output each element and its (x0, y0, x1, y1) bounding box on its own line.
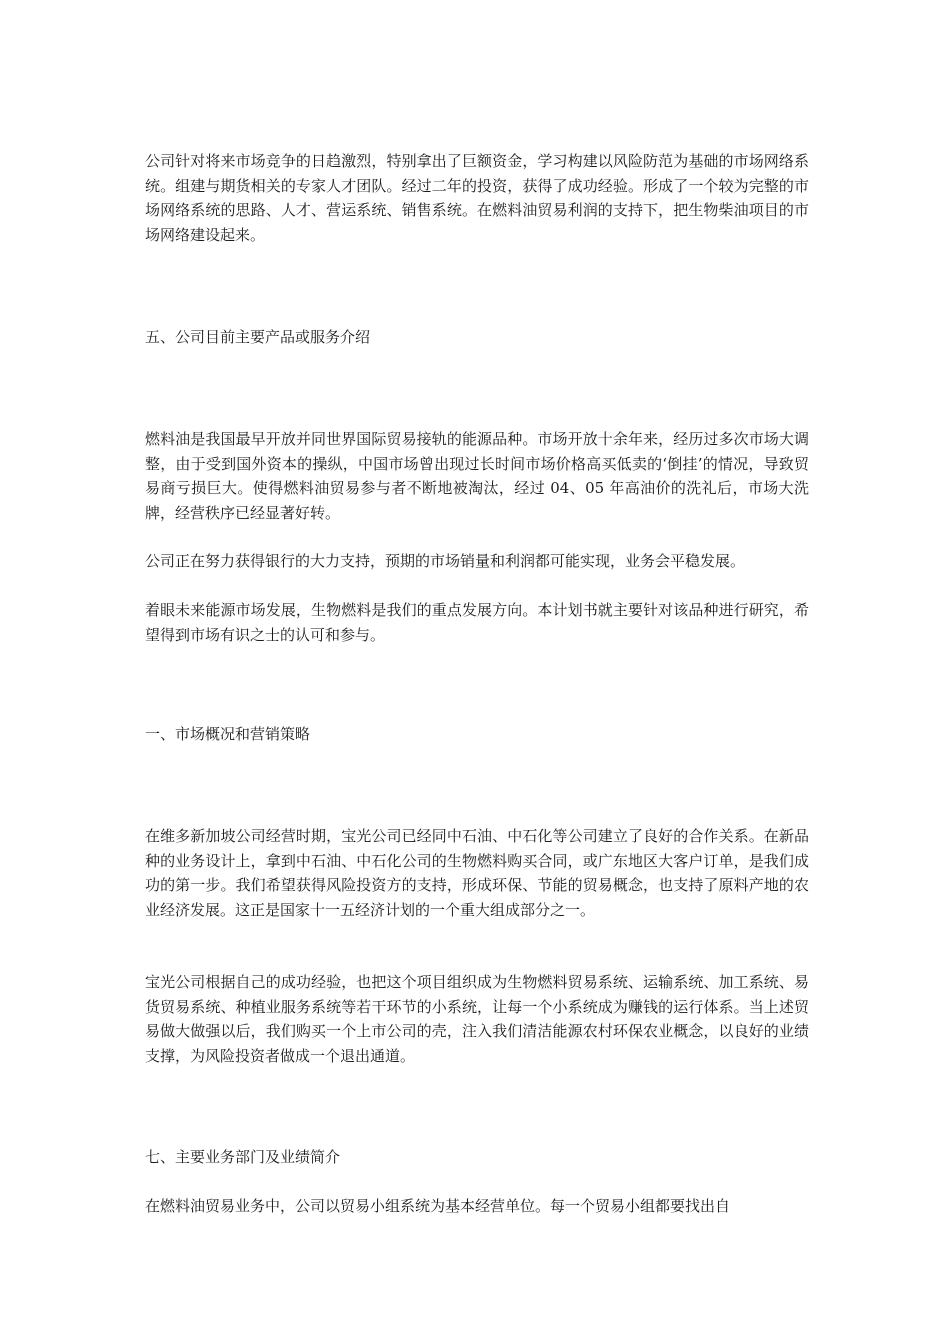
section-heading-market-strategy: 一、市场概况和营销策略 (145, 725, 311, 743)
paragraph-cooperation: 在维多新加坡公司经营时期，宝光公司已经同中石油、中石化等公司建立了良好的合作关系。在新品种的业务设计上，拿到中石油、中石化公司的生物燃料购买合同，或广东地区大客户订单，是我们成功的第一步。我们希望获得风险投资方的支持，形成环保、节能的贸易概念，也支持了原料产地的农业经济发展。这正是国家十一五经济计划的一个重大组成部分之一。 (145, 827, 809, 919)
paragraph-trade-groups: 在燃料油贸易业务中，公司以贸易小组系统为基本经营单位。每一个贸易小组都要找出自 (145, 1197, 731, 1215)
paragraph-system-organization: 宝光公司根据自己的成功经验，也把这个项目组织成为生物燃料贸易系统、运输系统、加工系统、易货贸易系统、种植业服务系统等若干环节的小系统，让每一个小系统成为赚钱的运行体系。当上述贸易做大做强以后，我们购买一个上市公司的壳，注入我们清洁能源农村环保农业概念，以良好的业绩支撑，为风险投资者做成一个退出通道。 (145, 973, 809, 1065)
paragraph-biofuel-direction: 着眼未来能源市场发展，生物燃料是我们的重点发展方向。本计划书就主要针对该品种进行研究，希望得到市场有识之士的认可和参与。 (145, 601, 809, 644)
paragraph-market-network: 公司针对将来市场竞争的日趋激烈，特别拿出了巨额资金，学习构建以风险防范为基础的市场网络系统。组建与期货相关的专家人才团队。经过二年的投资，获得了成功经验。形成了一个较为完整的市场网络系统的思路、人才、营运系统、销售系统。在燃料油贸易利润的支持下，把生物柴油项目的市场网络建设起来。 (145, 152, 809, 244)
section-heading-departments: 七、主要业务部门及业绩简介 (145, 1148, 341, 1166)
paragraph-bank-support: 公司正在努力获得银行的大力支持，预期的市场销量和利润都可能实现，业务会平稳发展。 (145, 552, 746, 570)
section-heading-products: 五、公司目前主要产品或服务介绍 (145, 328, 371, 346)
paragraph-fuel-oil: 燃料油是我国最早开放并同世界国际贸易接轨的能源品种。市场开放十余年来，经历过多次市场大调整，由于受到国外资本的操纵，中国市场曾出现过长时间市场价格高买低卖的‘倒挂’的情况，导致贸易商亏损巨大。使得燃料油贸易参与者不断地被淘汰，经过 04、05 年高油价的洗礼后，市场大洗牌，经营秩序已经显著好转。 (145, 430, 809, 522)
